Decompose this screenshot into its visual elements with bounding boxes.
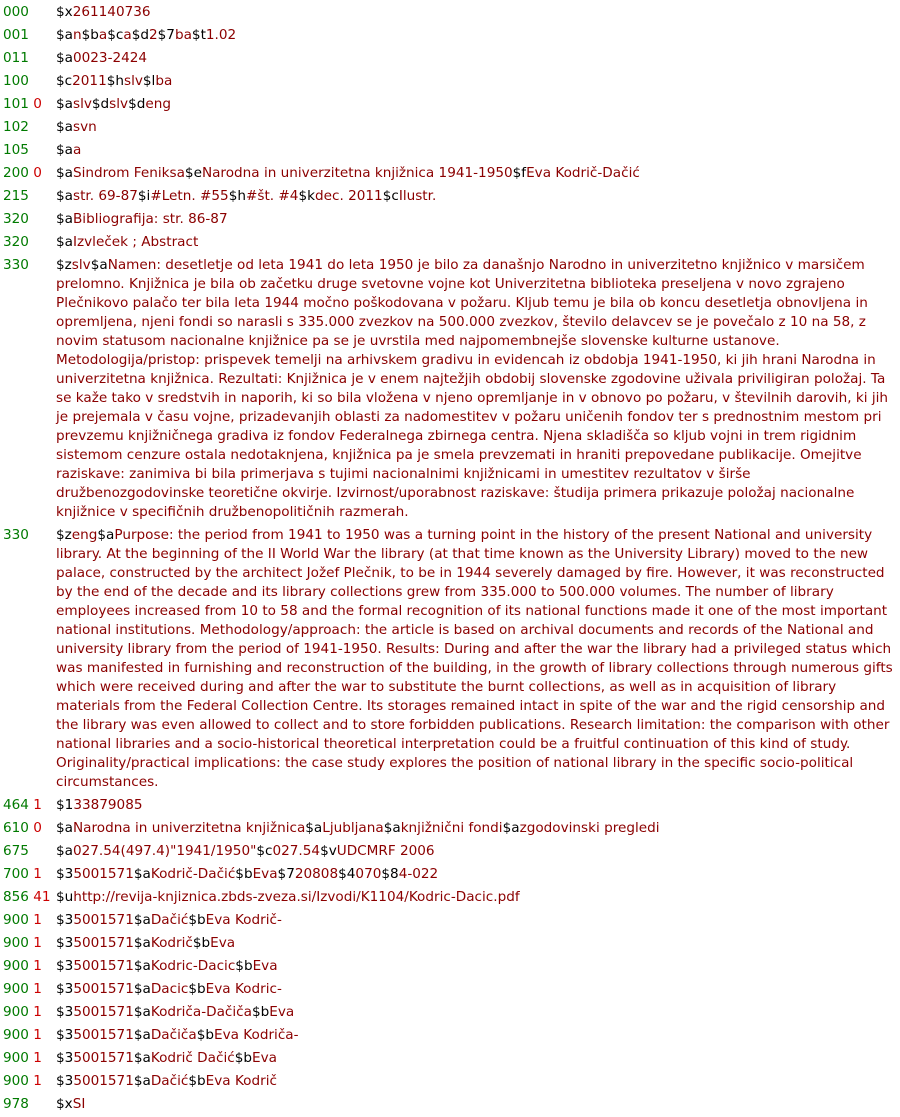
subfield-code: $i	[137, 188, 151, 204]
subfield-value: Eva Kodrič	[205, 1073, 277, 1089]
subfield-value: 5001571	[73, 912, 134, 928]
field-tag-number: 200	[3, 165, 29, 181]
subfield-code: $a	[133, 935, 151, 951]
subfield-value: Purpose: the period from 1941 to 1950 was a turning point in the history of the present National and university library. At the beginning of the II World War the library (at that time known as the University Library) moved to the new palace, constructed by the architect Jožef Plečnik, to be in 1944 severely damaged by fire. However, it was reconstructed by the end of the decade and its library collections grew from 335.000 to 500.000 volumes. The number of library employees increased from 10 to 58 and the formal recognition of its national functions made it one of the most important national institutions. Methodology/approach: the article is based on archival documents and records of the National and university library from the period of 1941-1950. Results: During and after the war the library had a privileged status which was manifested in furnishing and reconstruction of the building, in the growth of library collections through numerous gifts which were received during and after the war to substitute the burnt collections, as well as in acquisition of library materials from the Federal Collection Centre. Its storages remained intact in spite of the war and the rigid censorship and the library was even allowed to collect and to store forbidden publications. Research limitation: the comparison with other national libraries and a socio-historical theoretical interpretation could be a fruitful continuation of this kind of study. Originality/practical implications: the case study explores the position of national library in the specific socio-political circumstances.	[56, 527, 893, 790]
field-tag-number: 900	[3, 1073, 29, 1089]
subfield-code: $u	[56, 889, 74, 905]
field-tag	[0, 911, 56, 930]
field-indicator: 0	[28, 165, 42, 181]
subfield-value[interactable]: http://revija-knjiznica.zbds-zveza.si/Izvodi/K1104/Kodric-Dacic.pdf	[73, 889, 520, 905]
field-indicator: 1	[28, 1050, 42, 1066]
field-tag	[0, 187, 56, 206]
subfield-value: 4-022	[398, 866, 439, 882]
subfield-code: $3	[56, 912, 74, 928]
subfield-code: $4	[338, 866, 356, 882]
subfield-value: Bibliografija: str. 86-87	[72, 211, 228, 227]
subfield-code: $a	[90, 257, 108, 273]
subfield-value: ba	[155, 73, 173, 89]
subfield-code: $a	[97, 527, 115, 543]
subfield-value: 070	[355, 866, 382, 882]
subfield-code: $b	[188, 1073, 206, 1089]
field-content	[56, 233, 900, 252]
subfield-code: $3	[56, 1004, 74, 1020]
marc-field-011	[0, 49, 900, 68]
subfield-code: $a	[133, 1073, 151, 1089]
subfield-code: $l	[142, 73, 156, 89]
subfield-value: 2	[148, 27, 158, 43]
field-content	[56, 819, 900, 838]
marc-field-900	[0, 1003, 900, 1022]
subfield-value: Eva Kodriča-	[213, 1027, 299, 1043]
subfield-value: 261140736	[72, 4, 151, 20]
marc-field-100	[0, 72, 900, 91]
subfield-value: 5001571	[73, 981, 134, 997]
subfield-code: $b	[188, 912, 206, 928]
subfield-value: dec. 2011	[314, 188, 383, 204]
subfield-value: Dačić	[150, 912, 189, 928]
subfield-code: $x	[56, 4, 73, 20]
field-indicator: 1	[28, 866, 42, 882]
subfield-code: $b	[235, 958, 253, 974]
subfield-code: $3	[56, 935, 74, 951]
marc-field-330	[0, 526, 900, 792]
subfield-value: Kodrič	[150, 935, 193, 951]
field-tag	[0, 26, 56, 45]
field-indicator: 1	[28, 912, 42, 928]
field-tag	[0, 957, 56, 976]
field-tag	[0, 233, 56, 252]
field-tag	[0, 164, 56, 183]
subfield-value: svn	[72, 119, 97, 135]
marc-field-464	[0, 796, 900, 815]
marc-field-700	[0, 865, 900, 884]
subfield-value: Kodriča-Dačiča	[150, 1004, 252, 1020]
subfield-value: 1.02	[205, 27, 237, 43]
subfield-code: $3	[56, 1027, 74, 1043]
subfield-value: 2011	[72, 73, 107, 89]
subfield-value: Namen: desetletje od leta 1941 do leta 1950 je bilo za današnjo Narodno in univerzitetno knjižnico v marsičem prelomno. Knjižnica je bila ob začetku druge svetovne vojne kot Univerzitetna biblioteka preseljena v novo zgrajeno Plečnikovo palačo ter bila leta 1944 močno poškodovana v požaru. Kljub temu je bila ob koncu desetletja obnovljena in opremljena, njeni fondi so narasli s 335.000 zvezkov na 500.000 zvezkov, število delavcev se je povečalo z 10 na 58, z novim statusom nacionalne knjižnice pa se je uvrstila med najpomembnejše slovenske kulturne ustanove. Metodologija/pristop: prispevek temelji na arhivskem gradivu in evidencah iz obdobja 1941-1950, ki jih hrani Narodna in univerzitetna knjižnica. Rezultati: Knjižnica je v enem najtežjih obdobij slovenske zgodovine uživala priviligiran položaj. Ta se kaže tako v sredstvih in naporih, ki so bila vložena v njeno opremljanje in v obnovo po požaru, v številnih darovih, ki jih je prejemala v času vojne, prizadevanjih oblasti za nadomestitev v požaru uničenih fondov ter s prednostnim mestom pri prevzemu knjižničnega gradiva iz fondov Federalnega zbirnega centra. Njena skladišča so kljub vojni in trem rigidnim sistemom cenzure ostala nedotaknjena, knjižnica pa je smela prevzemati in hraniti prepovedane publikacije. Omejitve raziskave: zanimiva bi bila primerjava s tujimi nacionalnimi knjižnicami in umestitev rezultatov v širše družbenozgodovinske teoretične okvirje. Izvirnost/uporabnost raziskave: študija primera prikazuje položaj nacionalne knjižnice v specifičnih družbenopolitičnih razmerah.	[56, 257, 888, 520]
subfield-value: Eva	[269, 1004, 295, 1020]
subfield-value: Kodric-Dacic	[150, 958, 236, 974]
subfield-code: $b	[235, 866, 253, 882]
subfield-value: zgodovinski pregledi	[519, 820, 660, 836]
subfield-code: $a	[56, 211, 73, 227]
subfield-value: Ilustr.	[398, 188, 437, 204]
field-tag-number: 100	[3, 73, 29, 89]
field-tag	[0, 95, 56, 114]
field-content	[56, 526, 900, 792]
subfield-value: Dačiča	[150, 1027, 197, 1043]
subfield-value: eng	[71, 527, 98, 543]
marc-field-900	[0, 1072, 900, 1091]
subfield-code: $a	[56, 843, 73, 859]
subfield-code: $a	[56, 188, 73, 204]
subfield-code: $a	[133, 981, 151, 997]
subfield-code: $d	[131, 27, 149, 43]
field-tag	[0, 210, 56, 229]
subfield-code: $b	[251, 1004, 270, 1020]
field-content	[56, 164, 900, 183]
subfield-code: $3	[56, 958, 74, 974]
subfield-value: SI	[72, 1096, 86, 1112]
marc-field-900	[0, 1049, 900, 1068]
field-tag	[0, 1003, 56, 1022]
field-tag-number: 610	[3, 820, 29, 836]
subfield-value: 5001571	[73, 1050, 134, 1066]
subfield-value: Dacic	[150, 981, 189, 997]
subfield-code: $a	[133, 912, 151, 928]
subfield-value: str. 69-87	[72, 188, 138, 204]
subfield-code: $c	[56, 73, 73, 89]
field-tag-number: 900	[3, 1050, 29, 1066]
subfield-code: $7	[157, 27, 175, 43]
subfield-code: $a	[133, 866, 151, 882]
subfield-value: 5001571	[73, 1004, 134, 1020]
subfield-code: $d	[128, 96, 146, 112]
field-content	[56, 980, 900, 999]
field-tag-number: 101	[3, 96, 29, 112]
subfield-code: $a	[56, 96, 73, 112]
field-content	[56, 796, 900, 815]
marc-field-856	[0, 888, 900, 907]
subfield-value: Eva	[252, 958, 278, 974]
field-tag	[0, 796, 56, 815]
field-tag	[0, 118, 56, 137]
subfield-code: $k	[298, 188, 315, 204]
subfield-code: $b	[196, 1027, 214, 1043]
subfield-value: 5001571	[73, 866, 134, 882]
field-content	[56, 934, 900, 953]
subfield-code: $1	[56, 797, 74, 813]
subfield-value: 027.54(497.4)"1941/1950"	[72, 843, 257, 859]
marc-field-101	[0, 95, 900, 114]
subfield-value: Eva	[210, 935, 236, 951]
field-indicator: 1	[28, 1027, 42, 1043]
subfield-code: $x	[56, 1096, 73, 1112]
field-tag-number: 000	[3, 4, 29, 20]
subfield-code: $f	[512, 165, 527, 181]
marc-field-200	[0, 164, 900, 183]
field-content	[56, 865, 900, 884]
subfield-value: Izvleček ; Abstract	[72, 234, 199, 250]
field-tag-number: 320	[3, 234, 29, 250]
field-indicator: 41	[28, 889, 51, 905]
subfield-code: $a	[56, 165, 73, 181]
subfield-code: $3	[56, 981, 74, 997]
field-tag	[0, 934, 56, 953]
subfield-value: 0023-2424	[72, 50, 148, 66]
subfield-value: 5001571	[73, 958, 134, 974]
field-content	[56, 1095, 900, 1114]
subfield-code: $t	[191, 27, 206, 43]
field-content	[56, 1072, 900, 1091]
subfield-code: $3	[56, 866, 74, 882]
marc-field-320	[0, 233, 900, 252]
subfield-code: $a	[133, 1027, 151, 1043]
field-tag-number: 900	[3, 1004, 29, 1020]
field-tag	[0, 865, 56, 884]
field-indicator: 1	[28, 981, 42, 997]
field-tag	[0, 1072, 56, 1091]
subfield-value: Sindrom Feniksa	[72, 165, 185, 181]
field-content	[56, 1003, 900, 1022]
field-tag-number: 330	[3, 257, 29, 273]
marc-field-105	[0, 141, 900, 160]
field-tag-number: 105	[3, 142, 29, 158]
subfield-value: a	[98, 27, 108, 43]
field-tag	[0, 72, 56, 91]
subfield-value: Eva	[252, 866, 278, 882]
subfield-value: slv	[109, 96, 129, 112]
field-content	[56, 888, 900, 907]
field-tag	[0, 3, 56, 22]
subfield-code: $z	[56, 257, 72, 273]
subfield-value: Narodna in univerzitetna knjižnica 1941-1950	[201, 165, 513, 181]
field-indicator: 0	[28, 96, 42, 112]
subfield-value: 027.54	[272, 843, 321, 859]
subfield-code: $h	[106, 73, 124, 89]
subfield-code: $a	[56, 234, 73, 250]
subfield-value: Dačić	[150, 1073, 189, 1089]
field-content	[56, 187, 900, 206]
subfield-value: 5001571	[73, 1027, 134, 1043]
subfield-code: $7	[277, 866, 295, 882]
field-tag	[0, 842, 56, 861]
field-tag-number: 675	[3, 843, 29, 859]
marc-field-320	[0, 210, 900, 229]
field-tag-number: 900	[3, 958, 29, 974]
subfield-code: $b	[81, 27, 99, 43]
field-indicator: 0	[28, 820, 42, 836]
field-indicator: 1	[28, 935, 42, 951]
subfield-code: $a	[56, 119, 73, 135]
subfield-value: slv	[71, 257, 91, 273]
field-content	[56, 256, 900, 522]
subfield-code: $a	[383, 820, 401, 836]
field-tag-number: 700	[3, 866, 29, 882]
subfield-value: n	[72, 27, 82, 43]
subfield-code: $a	[56, 820, 73, 836]
subfield-value: Narodna in univerzitetna knjižnica	[72, 820, 306, 836]
field-indicator: 1	[28, 1073, 42, 1089]
subfield-value: 5001571	[73, 935, 134, 951]
subfield-code: $h	[228, 188, 246, 204]
field-content	[56, 1026, 900, 1045]
subfield-value: slv	[72, 96, 92, 112]
marc-field-900	[0, 980, 900, 999]
marc-field-330	[0, 256, 900, 522]
subfield-code: $a	[133, 1050, 151, 1066]
subfield-code: $3	[56, 1073, 74, 1089]
subfield-value: eng	[145, 96, 171, 112]
subfield-value: a	[72, 142, 82, 158]
subfield-code: $a	[56, 50, 73, 66]
field-tag	[0, 526, 56, 545]
field-tag-number: 464	[3, 797, 29, 813]
field-tag-number: 102	[3, 119, 29, 135]
field-tag	[0, 1026, 56, 1045]
field-tag	[0, 49, 56, 68]
marc-field-001	[0, 26, 900, 45]
field-tag-number: 011	[3, 50, 29, 66]
field-indicator: 1	[28, 1004, 42, 1020]
subfield-value: Kodrič Dačić	[150, 1050, 235, 1066]
marc-field-215	[0, 187, 900, 206]
subfield-value: #št. #4	[245, 188, 299, 204]
subfield-code: $d	[91, 96, 110, 112]
subfield-code: $c	[256, 843, 273, 859]
marc-field-102	[0, 118, 900, 137]
field-content	[56, 210, 900, 229]
marc-field-610	[0, 819, 900, 838]
subfield-value: #Letn. #55	[150, 188, 229, 204]
subfield-value: knjižnični fondi	[400, 820, 503, 836]
field-tag-number: 900	[3, 1027, 29, 1043]
subfield-code: $a	[56, 142, 73, 158]
field-content	[56, 1049, 900, 1068]
field-tag-number: 320	[3, 211, 29, 227]
subfield-code: $b	[188, 981, 206, 997]
field-content	[56, 95, 900, 114]
field-tag-number: 900	[3, 935, 29, 951]
subfield-code: $e	[184, 165, 202, 181]
subfield-code: $a	[305, 820, 323, 836]
marc-field-675	[0, 842, 900, 861]
marc-field-000	[0, 3, 900, 22]
marc-field-900	[0, 957, 900, 976]
field-indicator: 1	[28, 797, 42, 813]
subfield-value: UDCMRF 2006	[336, 843, 435, 859]
field-content	[56, 49, 900, 68]
subfield-value: Eva Kodrič-	[205, 912, 282, 928]
subfield-code: $v	[320, 843, 337, 859]
subfield-code: $c	[107, 27, 124, 43]
field-content	[56, 72, 900, 91]
marc-field-900	[0, 911, 900, 930]
field-tag-number: 330	[3, 527, 29, 543]
subfield-code: $b	[192, 935, 211, 951]
field-tag	[0, 980, 56, 999]
field-tag	[0, 1095, 56, 1114]
field-tag	[0, 1049, 56, 1068]
field-content	[56, 911, 900, 930]
subfield-value: Ljubljana	[322, 820, 384, 836]
field-tag-number: 900	[3, 912, 29, 928]
field-indicator: 1	[28, 958, 42, 974]
field-tag	[0, 819, 56, 838]
subfield-code: $3	[56, 1050, 74, 1066]
field-content	[56, 842, 900, 861]
marc-field-978	[0, 1095, 900, 1114]
subfield-value: 5001571	[73, 1073, 134, 1089]
marc-field-900	[0, 934, 900, 953]
subfield-code: $a	[133, 958, 151, 974]
subfield-value: slv	[124, 73, 143, 89]
subfield-code: $8	[381, 866, 399, 882]
field-tag-number: 978	[3, 1096, 29, 1112]
field-tag-number: 001	[3, 27, 29, 43]
field-tag-number: 900	[3, 981, 29, 997]
field-content	[56, 26, 900, 45]
field-content	[56, 957, 900, 976]
field-content	[56, 141, 900, 160]
field-tag	[0, 888, 56, 907]
field-tag	[0, 256, 56, 275]
subfield-value: Eva Kodrič-Dačić	[526, 165, 640, 181]
subfield-value: a	[123, 27, 132, 43]
field-content	[56, 118, 900, 137]
subfield-value: Kodrič-Dačić	[150, 866, 236, 882]
subfield-code: $c	[382, 188, 399, 204]
subfield-code: $a	[502, 820, 520, 836]
field-content	[56, 3, 900, 22]
subfield-value: Eva Kodric-	[205, 981, 282, 997]
subfield-value: ba	[174, 27, 192, 43]
subfield-code: $z	[56, 527, 72, 543]
marc-field-900	[0, 1026, 900, 1045]
subfield-value: 20808	[294, 866, 339, 882]
subfield-value: 33879085	[73, 797, 143, 813]
field-tag	[0, 141, 56, 160]
field-tag-number: 215	[3, 188, 29, 204]
subfield-code: $a	[56, 27, 73, 43]
subfield-value: Eva	[252, 1050, 277, 1066]
field-tag-number: 856	[3, 889, 29, 905]
subfield-code: $a	[133, 1004, 151, 1020]
subfield-code: $b	[234, 1050, 252, 1066]
